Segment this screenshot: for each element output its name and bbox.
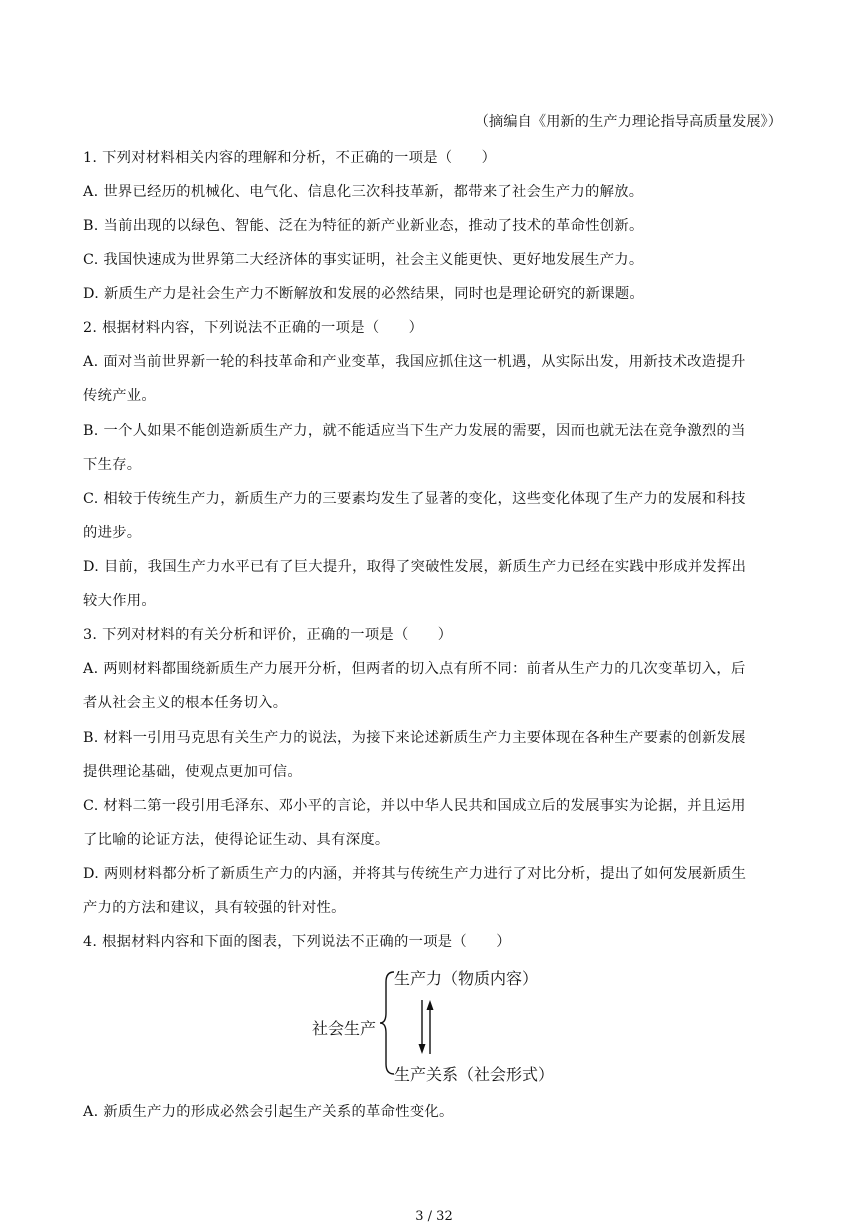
text-line: A. 面对当前世界新一轮的科技革命和产业变革，我国应抓住这一机遇，从实际出发，用新技术改造提升: [83, 354, 746, 370]
text-line: A. 世界已经历的机械化、电气化、信息化三次科技革新，都带来了社会生产力的解放。: [83, 184, 644, 200]
text-line: 4. 根据材料内容和下面的图表，下列说法不正确的一项是（ ）: [83, 934, 511, 950]
text-line: C. 相较于传统生产力，新质生产力的三要素均发生了显著的变化，这些变化体现了生产力的发展和科技: [83, 491, 746, 507]
text-line: C. 材料二第一段引用毛泽东、邓小平的言论，并以中华人民共和国成立后的发展事实为论据，并且运用: [83, 798, 746, 814]
text-line: D. 新质生产力是社会生产力不断解放和发展的必然结果，同时也是理论研究的新课题。: [83, 286, 645, 302]
text-line: 下生存。: [83, 457, 142, 473]
text-line: 2. 根据材料内容，下列说法不正确的一项是（ ）: [83, 320, 424, 336]
text-line: A. 两则材料都围绕新质生产力展开分析，但两者的切入点有所不同：前者从生产力的几次变革切入，后: [83, 661, 746, 677]
text-line: C. 我国快速成为世界第二大经济体的事实证明，社会主义能更快、更好地发展生产力。: [83, 252, 644, 268]
text-line: B. 一个人如果不能创造新质生产力，就不能适应当下生产力发展的需要，因而也就无法在竞争激烈的当: [83, 423, 746, 439]
source-citation: （摘编自《用新的生产力理论指导高质量发展》）: [474, 114, 782, 130]
diagram-top-label: 生产力（物质内容）: [394, 969, 539, 988]
text-line: A. 新质生产力的形成必然会引起生产关系的革命性变化。: [83, 1104, 454, 1120]
diagram-bottom-label: 生产关系（社会形式）: [394, 1065, 555, 1084]
text-line: 1. 下列对材料相关内容的理解和分析，不正确的一项是（ ）: [83, 150, 497, 166]
text-line: 者从社会主义的根本任务切入。: [83, 695, 288, 711]
text-line: 产力的方法和建议，具有较强的针对性。: [83, 900, 346, 916]
text-line: 较大作用。: [83, 593, 156, 609]
text-line: D. 目前，我国生产力水平已有了巨大提升，取得了突破性发展，新质生产力已经在实践中形成并发挥出: [83, 559, 747, 575]
diagram-left-label: 社会生产: [312, 1019, 377, 1038]
text-line: 了比喻的论证方法，使得论证生动、具有深度。: [83, 832, 390, 848]
text-line: 提供理论基础，使观点更加可信。: [83, 764, 302, 780]
text-line: D. 两则材料都分析了新质生产力的内涵，并将其与传统生产力进行了对比分析，提出了如何发展新质生: [83, 866, 747, 882]
text-line: 的进步。: [83, 525, 142, 541]
text-line: 3. 下列对材料的有关分析和评价，正确的一项是（ ）: [83, 627, 453, 643]
text-line: B. 材料一引用马克思有关生产力的说法，为接下来论述新质生产力主要体现在各种生产要素的创新发展: [83, 730, 746, 746]
text-line: 传统产业。: [83, 388, 156, 404]
text-line: B. 当前出现的以绿色、智能、泛在为特征的新产业新业态，推动了技术的革命性创新。: [83, 218, 644, 234]
double-arrow-icon: [416, 998, 436, 1056]
page-number: 3 / 32: [415, 1209, 453, 1224]
production-diagram: [308, 962, 568, 1088]
